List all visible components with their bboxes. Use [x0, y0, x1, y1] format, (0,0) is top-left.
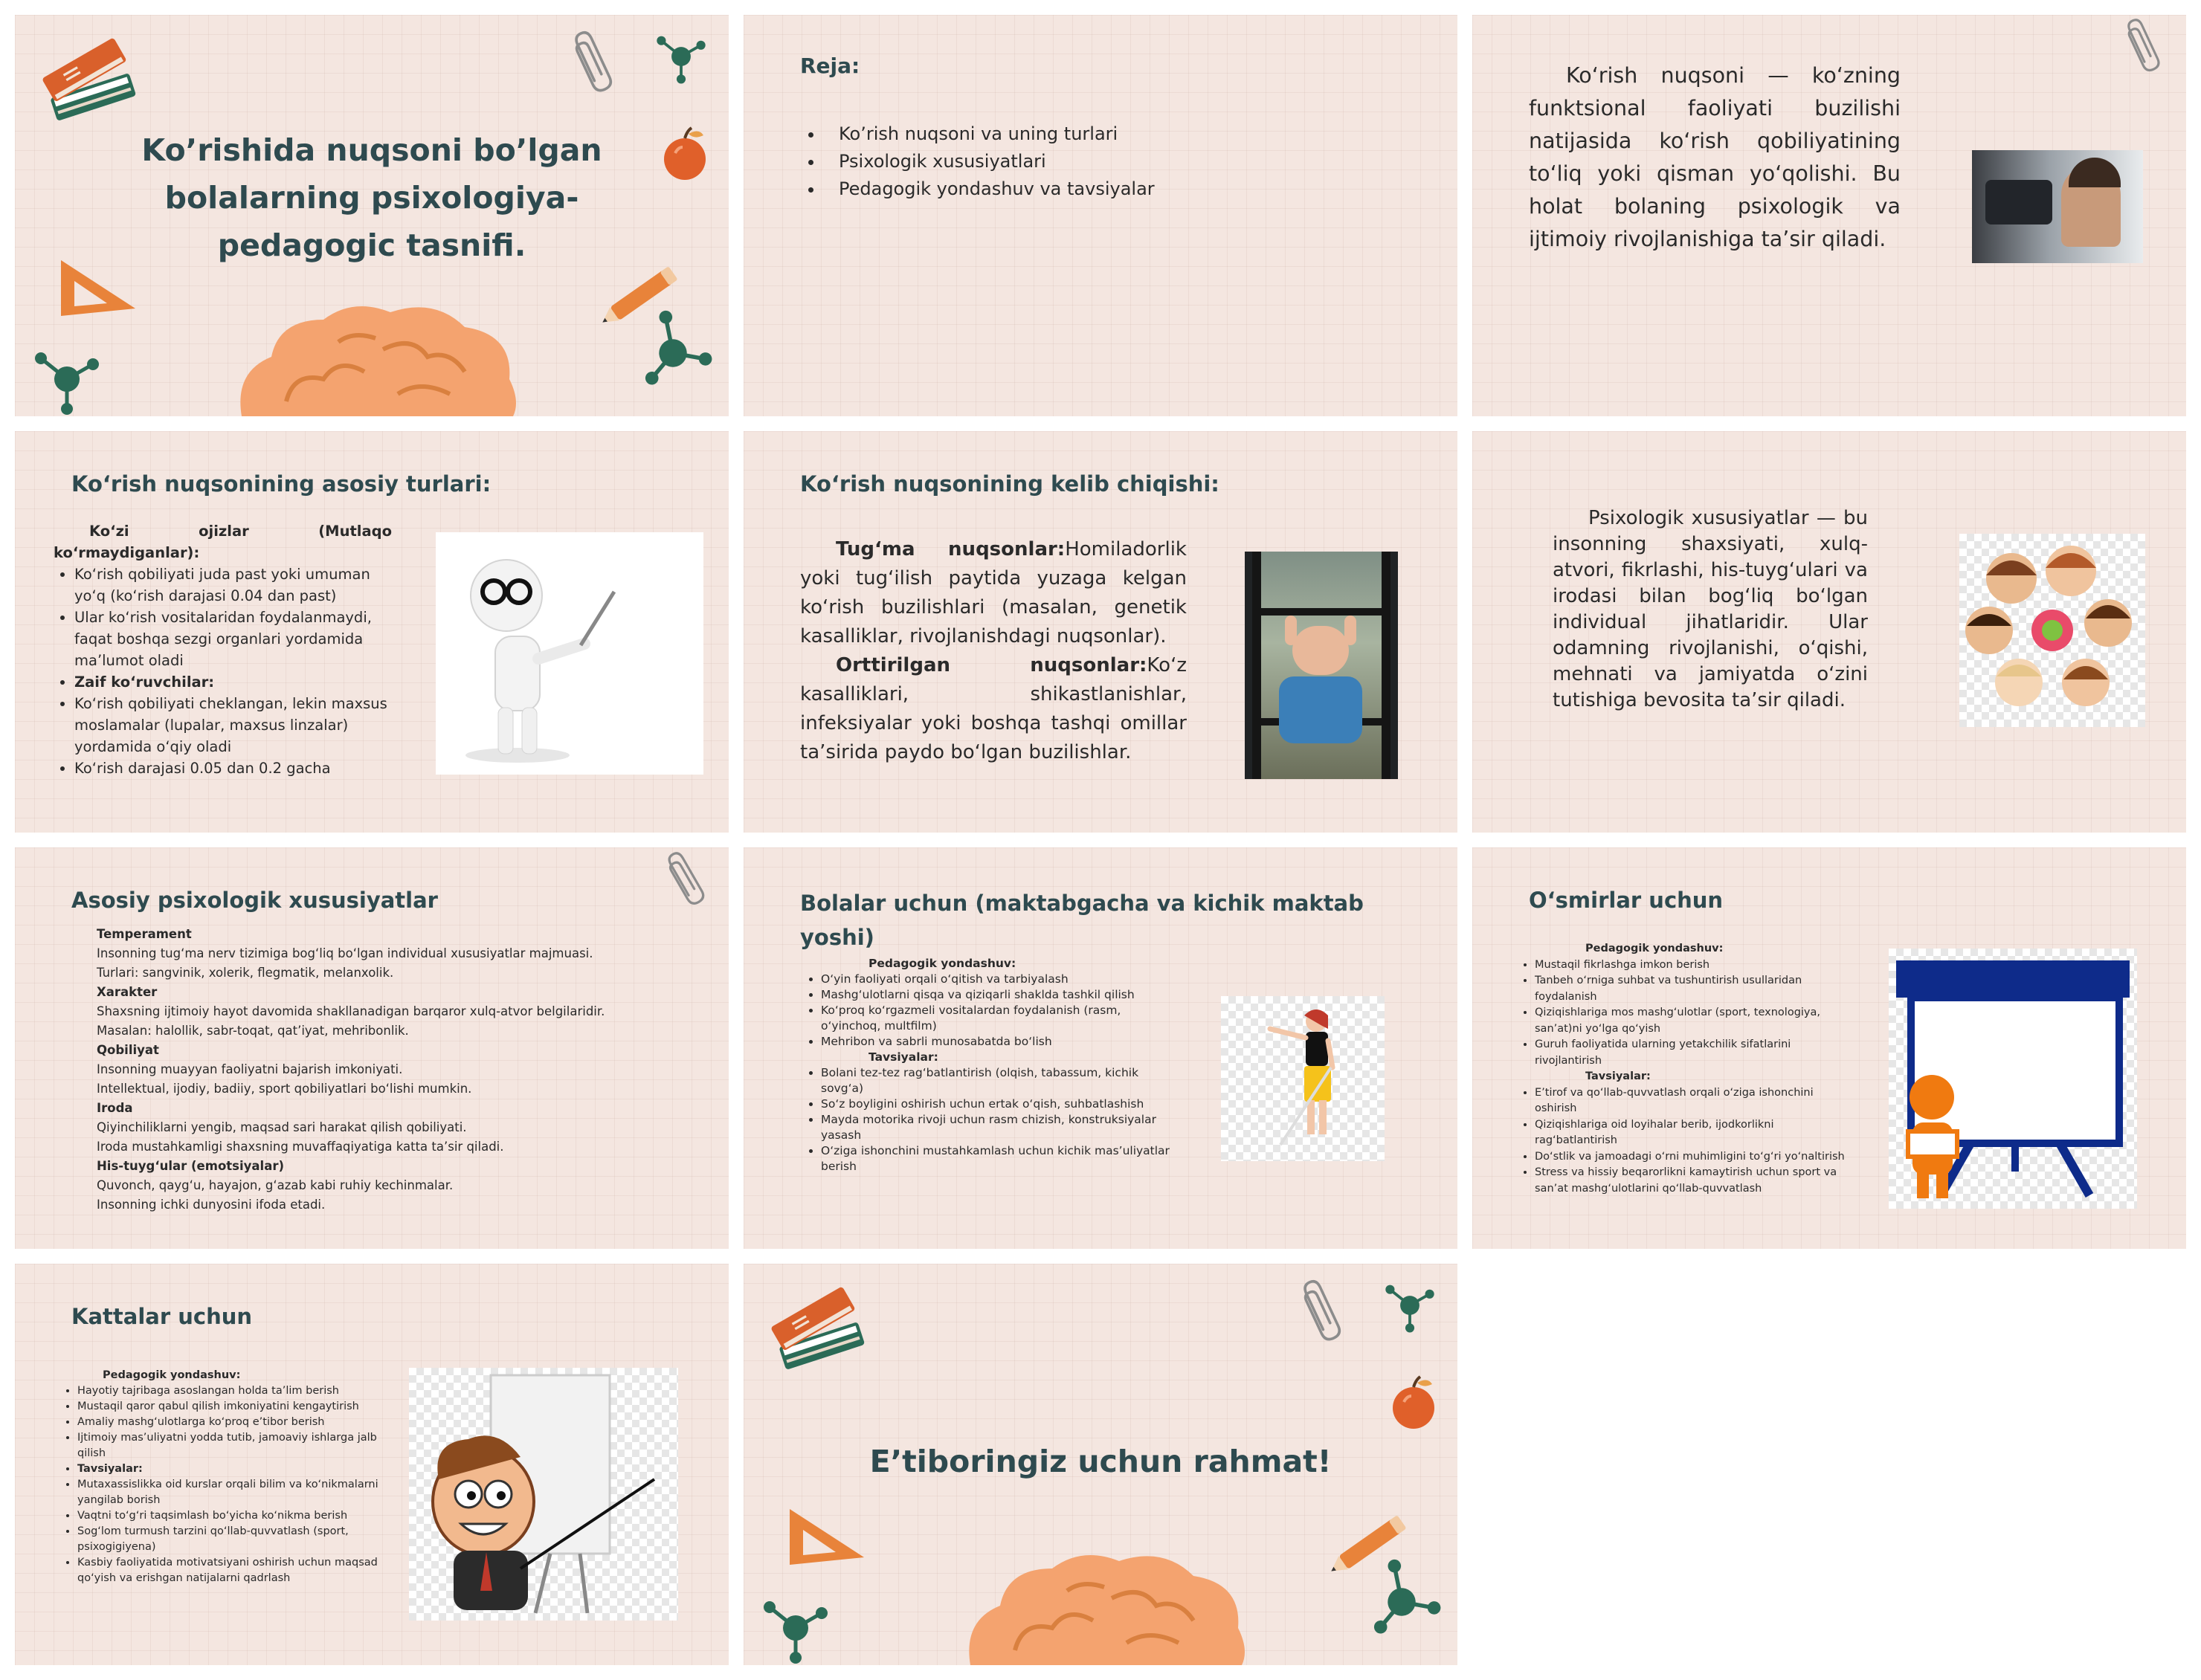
list-item: • Ko‘rish qobiliyati juda past yoki umuman yo‘q (ko‘rish darajasi 0.04 dan past) — [74, 563, 392, 607]
list-item: • Ko‘rish qobiliyati cheklangan, lekin maxsus moslamalar (lupalar, maxsus linzalar) yordamida o‘qiy oladi — [74, 693, 392, 757]
feature-line: Intellektual, ijodiy, badiiy, sport qobiliyatlari bo‘lishi mumkin. — [97, 1082, 472, 1096]
child-ladder-photo — [1245, 552, 1398, 779]
group-label: Ko‘zi ojizlar (Mutlaqo ko‘rmaydiganlar): — [54, 523, 392, 561]
thanks-text: E’tiboringiz uchun rahmat! — [869, 1444, 1332, 1479]
paperclip-icon — [1292, 1272, 1350, 1347]
title-line-2: bolalarning psixologiya- — [164, 180, 579, 216]
eye-exam-photo — [1972, 150, 2143, 263]
list-item: • Ko’rish nuqsoni va uning turlari — [824, 120, 1155, 148]
list-item: • Qiziqishlariga mos mashg‘ulotlar (sport, texnologiya, san’at)ni yo‘lga qo‘yish — [1535, 1005, 1856, 1037]
slide-8-children[interactable] — [744, 847, 1457, 1249]
slide-7-psych-features[interactable] — [15, 847, 729, 1249]
feature-line: Insonning ichki dunyosini ifoda etadi. — [97, 1198, 326, 1212]
feature-label: Qobiliyat — [97, 1043, 159, 1057]
feature-label: His-tuyg‘ular (emotsiyalar) — [97, 1159, 285, 1173]
brain-icon — [956, 1539, 1253, 1665]
blind-woman-cane-image — [1221, 996, 1385, 1161]
list-item: • Mustaqil qaror qabul qilish imkoniyatini kengaytirish — [77, 1399, 399, 1415]
list-item: • Bolani tez-tez rag‘batlantirish (olqish, tabassum, kichik sovg‘a) — [821, 1065, 1179, 1096]
features-content — [97, 925, 692, 1215]
feature-line: Quvonch, qayg‘u, hayajon, g‘azab kabi ruhiy kechinmalar. — [97, 1178, 454, 1192]
feature-line: Qiyinchiliklarni yengib, maqsad sari harakat qilish qobiliyati. — [97, 1120, 467, 1134]
list-item: • Stress va hissiy beqarorlikni kamaytirish uchun sport va san’at mashg‘ulotlarini qo‘llab-quvvatlash — [1535, 1165, 1856, 1197]
slide-11-thanks[interactable] — [744, 1264, 1457, 1665]
list-item: • Mustaqil fikrlashga imkon berish — [1535, 957, 1856, 974]
feature-line: Masalan: halollik, sabr-toqat, qat’iyat, mehribonlik. — [97, 1024, 409, 1038]
molecule-icon — [653, 28, 709, 85]
feature-line: Shaxsning ijtimoiy hayot davomida shakllanadigan barqaror xulq-atvor belgilaridir. — [97, 1004, 605, 1018]
origins-text — [800, 535, 1187, 767]
feature-line: Insonning tug‘ma nerv tizimiga bog‘liq bo‘lgan individual xususiyatlar majmuasi. — [97, 946, 593, 960]
feature-line: Insonning muayyan faoliyatni bajarish imkoniyati. — [97, 1062, 403, 1076]
slide-heading: Reja: — [800, 54, 860, 78]
list-item: • Vaqtni to‘g‘ri taqsimlash bo‘yicha ko‘nikma berish — [77, 1508, 399, 1524]
paperclip-icon — [564, 23, 621, 98]
paperclip-icon — [656, 847, 713, 912]
definition-text: Ko‘rish nuqsoni — ko‘zning funktsional faoliyati buzilishi natijasida ko‘rish qobiliyatining to‘liq yoki qisman yo‘qolishi. Bu holat bolaning psixologik va ijtimoiy rivojlanishiga ta’sir qiladi. — [1529, 63, 1901, 251]
list-item: • Tanbeh o‘rniga suhbat va tushuntirish usullaridan foydalanish — [1535, 973, 1856, 1005]
molecule-icon — [1382, 1277, 1438, 1334]
group-label: Pedagogik yondashuv: — [1585, 943, 1724, 954]
congenital-label: Tug‘ma nuqsonlar: — [836, 538, 1066, 560]
page-title — [89, 126, 654, 269]
list-item: • Ijtimoiy mas’uliyatni yodda tutib, jamoaviy ishlarga jalb qilish — [77, 1430, 399, 1461]
feature-label: Xarakter — [97, 985, 158, 999]
adults-content — [57, 1368, 399, 1586]
psych-definition-text: Psixologik xususiyatlar — bu insonning shaxsiyati, xulq-atvori, fikrlashi, his-tuyg‘ulari va irodasi bilan bog‘liq bo‘lgan individual jihatlaridir. Ular odamning rivojlanishi, o‘qishi, mehnati va jamiyatda o‘zini tutishiga bevosita ta’sir qiladi. — [1553, 507, 1868, 711]
title-line-1: Ko’rishida nuqsoni bo’lgan — [141, 132, 602, 168]
types-content — [54, 520, 392, 779]
brain-icon — [227, 290, 524, 416]
feature-line: Turlari: sangvinik, xolerik, flegmatik, melanxolik. — [97, 966, 394, 980]
slide-3-definition[interactable] — [1472, 15, 2186, 416]
presentation-board-image — [1889, 949, 2137, 1209]
list-item: • Pedagogik yondashuv va tavsiyalar — [824, 175, 1155, 203]
slide-1-title[interactable] — [15, 15, 729, 416]
teacher-figure-image — [436, 532, 703, 775]
apple-icon — [659, 123, 711, 183]
list-item: • Mayda motorika rivoji uchun rasm chizish, konstruksiyalar yasash — [821, 1112, 1179, 1143]
feature-label: Temperament — [97, 927, 192, 941]
list-item: • Ular ko‘rish vositalaridan foydalanmaydi, faqat boshqa sezgi organlari yordamida ma’lumot oladi — [74, 607, 392, 671]
group-label: • Zaif ko‘ruvchilar: — [74, 671, 392, 693]
list-item: • Ko‘rish darajasi 0.05 dan 0.2 gacha — [74, 757, 392, 779]
apple-icon — [1388, 1372, 1440, 1432]
group-label: Tavsiyalar: — [1585, 1070, 1651, 1082]
children-content — [800, 956, 1179, 1175]
list-item: • Guruh faoliyatida ularning yetakchilik sifatlarini rivojlantirish — [1535, 1037, 1856, 1069]
title-line-3: pedagogic tasnifi. — [217, 227, 526, 263]
presenter-man-image — [409, 1368, 678, 1621]
list-item: • Ko‘proq ko‘rgazmeli vositalardan foydalanish (rasm, o‘yinchoq, multfilm) — [821, 1003, 1179, 1034]
molecule-icon — [758, 1591, 833, 1665]
slide-heading: Ko‘rish nuqsonining asosiy turlari: — [71, 471, 492, 497]
group-label: • Tavsiyalar: — [77, 1461, 399, 1477]
slide-4-types[interactable] — [15, 431, 729, 833]
list-item: • Kasbiy faoliyatida motivatsiyani oshirish uchun maqsad qo‘yish va erishgan natijalarni qadrlash — [77, 1555, 399, 1586]
slide-heading: Asosiy psixologik xususiyatlar — [71, 888, 438, 913]
kids-circle-image — [1959, 534, 2145, 727]
list-item: • Mutaxassislikka oid kurslar orqali bilim va ko‘nikmalarni yangilab borish — [77, 1477, 399, 1508]
list-item: • Sog‘lom turmush tarzini qo‘llab-quvvatlash (sport, psixogigiyena) — [77, 1524, 399, 1555]
slide-heading: Ko‘rish nuqsonining kelib chiqishi: — [800, 471, 1219, 497]
list-item: • Do‘stlik va jamoadagi o‘rni muhimligini to‘g‘ri yo‘naltirish — [1535, 1149, 1856, 1166]
acquired-label: Orttirilgan nuqsonlar: — [836, 654, 1147, 676]
books-icon — [36, 36, 147, 140]
slide-heading: Kattalar uchun — [71, 1304, 253, 1329]
group-label: Pedagogik yondashuv: — [869, 957, 1016, 970]
slide-heading: Bolalar uchun (maktabgacha va kichik maktab yoshi) — [800, 891, 1364, 950]
list-item: • Qiziqishlariga oid loyihalar berib, ijodkorlikni rag‘batlantirish — [1535, 1117, 1856, 1149]
list-item: • E’tirof va qo‘llab-quvvatlash orqali o‘ziga ishonchini oshirish — [1535, 1085, 1856, 1117]
list-item: • O‘yin faoliyati orqali o‘qitish va tarbiyalash — [821, 972, 1179, 987]
teens-content — [1514, 941, 1856, 1197]
list-item: • Hayotiy tajribaga asoslangan holda ta’lim berish — [77, 1383, 399, 1399]
congenital-text: Homiladorlik yoki tug‘ilish paytida yuzaga kelgan ko‘rish buzilishlari (masalan, genetik kasalliklar, rivojlanishdagi nuqsonlar). — [800, 538, 1187, 647]
paperclip-icon — [2115, 15, 2169, 78]
molecule-icon — [30, 342, 104, 416]
list-item: • So‘z boyligini oshirish uchun ertak o‘qish, suhbatlashish — [821, 1096, 1179, 1112]
slide-6-psych-def[interactable] — [1472, 431, 2186, 833]
slide-heading: O‘smirlar uchun — [1529, 888, 1724, 913]
list-item: • Mehribon va sabrli munosabatda bo‘lish — [821, 1034, 1179, 1050]
group-label: Pedagogik yondashuv: — [103, 1369, 241, 1381]
ruler-triangle-icon — [782, 1494, 871, 1568]
group-label: Tavsiyalar: — [869, 1050, 938, 1064]
plan-list — [803, 120, 1155, 203]
books-icon — [764, 1285, 876, 1389]
list-item: • Mashg‘ulotlarni qisqa va qiziqarli shaklda tashkil qilish — [821, 987, 1179, 1003]
feature-line: Iroda mustahkamligi shaxsning muvaffaqiyatiga katta ta’sir qiladi. — [97, 1140, 504, 1154]
list-item: • O‘ziga ishonchini mustahkamlash uchun kichik mas’uliyatlar berish — [821, 1143, 1179, 1175]
acquired-text: Ko‘z kasalliklari, shikastlanishlar, infeksiyalar yoki boshqa tashqi omillar ta’sirida paydo bo‘lgan buzilishlar. — [800, 654, 1187, 763]
list-item: • Psixologik xususiyatlari — [824, 148, 1155, 175]
slide-9-teens[interactable] — [1472, 847, 2186, 1249]
slide-5-origins[interactable] — [744, 431, 1457, 833]
slide-2-plan[interactable] — [744, 15, 1457, 416]
feature-label: Iroda — [97, 1101, 133, 1115]
list-item: • Amaliy mashg‘ulotlarga ko‘proq e’tibor berish — [77, 1415, 399, 1430]
slide-10-adults[interactable] — [15, 1264, 729, 1665]
